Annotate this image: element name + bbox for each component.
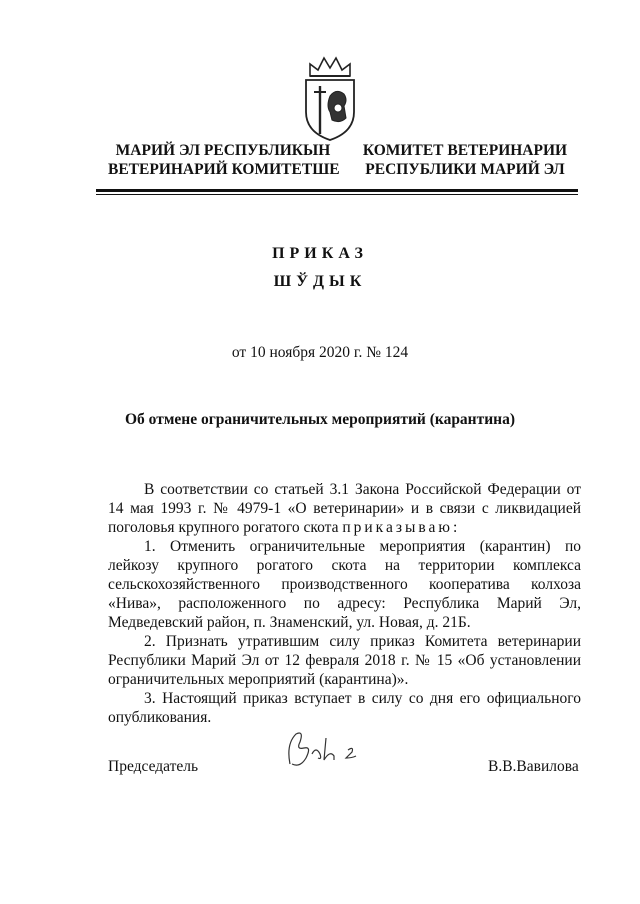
signatory-name: В.В.Вавилова bbox=[488, 758, 579, 775]
header-left bbox=[108, 141, 338, 179]
order-word: приказываю: bbox=[342, 519, 461, 536]
document-body bbox=[108, 480, 581, 727]
paragraph-item-1a: 1. Отменить ограничительные мероприятия (карантин) по лейкозу крупного рогатого скота на территории комплекса bbox=[108, 538, 581, 574]
header-left-line1: МАРИЙ ЭЛ РЕСПУБЛИКЫН bbox=[115, 142, 331, 159]
date-number: от 10 ноября 2020 г. № 124 bbox=[231, 344, 409, 361]
preamble-text: В соответствии со статьей 3.1 Закона Российской Федерации от 14 мая 1993 г. № 4979-1 «О ветеринарии» и в связи с ликвидацией поголовья крупного рогатого скота bbox=[108, 481, 581, 536]
header-divider-thick bbox=[96, 189, 578, 192]
document-type-ru: ПРИКАЗ bbox=[272, 245, 368, 262]
signatory-position: Председатель bbox=[108, 758, 199, 775]
paragraph-item-2: 2. Признать утратившим силу приказ Комитета ветеринарии Республики Марий Эл от 12 февраля 2018 г. № 15 «Об установлении ограничительных мероприятий (карантина)». bbox=[108, 633, 581, 688]
paragraph-preamble bbox=[108, 480, 581, 537]
paragraph-item-3: 3. Настоящий приказ вступает в силу со дня его официального опубликования. bbox=[108, 690, 581, 726]
document-subject: Об отмене ограничительных мероприятий (карантина) bbox=[124, 411, 516, 428]
header-divider-thin bbox=[96, 194, 578, 195]
paragraph-item-1b: сельскохозяйственного производственного кооператива колхоза «Нива», расположенного по адресу: Республика Марий Эл, Медведевский район, п. Знаменский, ул. Новая, д. 21Б. bbox=[108, 576, 581, 631]
header-right-line2: РЕСПУБЛИКИ МАРИЙ ЭЛ bbox=[365, 161, 565, 178]
header-left-line2: ВЕТЕРИНАРИЙ КОМИТЕТШЕ bbox=[108, 161, 340, 178]
handwritten-signature bbox=[282, 724, 372, 774]
mari-el-coat-of-arms-icon bbox=[296, 52, 364, 144]
header-right bbox=[358, 141, 572, 179]
header-right-line1: КОМИТЕТ ВЕТЕРИНАРИИ bbox=[362, 142, 568, 159]
document-type-mari: ШЎДЫК bbox=[273, 273, 367, 290]
